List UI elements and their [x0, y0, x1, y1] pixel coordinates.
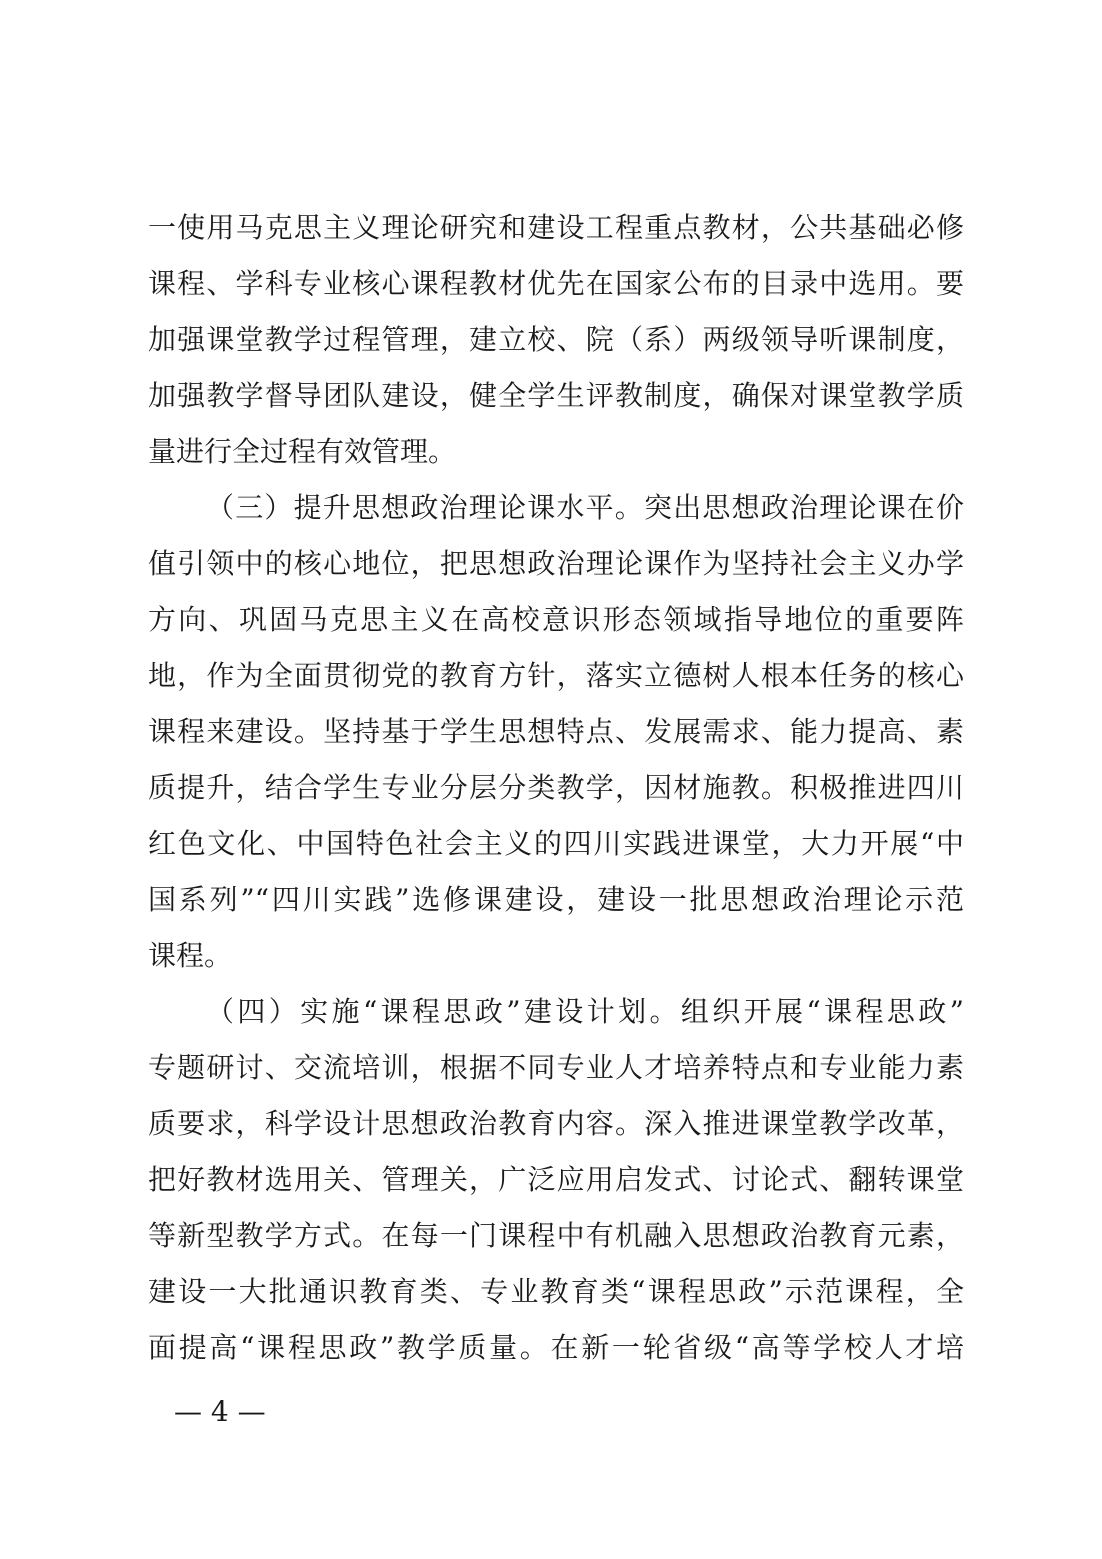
text-line: 课程。	[148, 939, 233, 972]
text-line: 课程来建设。坚持基于学生思想特点、发展需求、能力提高、素	[148, 715, 964, 748]
text-line-heading: （四）实施“课程思政”建设计划。组织开展“课程思政”	[206, 995, 964, 1028]
text-line: 国系列”“四川实践”选修课建设，建设一批思想政治理论示范	[148, 883, 964, 916]
text-line: 地，作为全面贯彻党的教育方针，落实立德树人根本任务的核心	[148, 659, 964, 692]
text-line: 加强教学督导团队建设，健全学生评教制度，确保对课堂教学质	[148, 379, 964, 412]
paragraph-section-three	[148, 480, 964, 984]
text-line: 专题研讨、交流培训，根据不同专业人才培养特点和专业能力素	[148, 1051, 964, 1084]
paragraph-section-four	[148, 984, 964, 1376]
text-line: 面提高“课程思政”教学质量。在新一轮省级“高等学校人才培	[148, 1331, 964, 1364]
text-line: 方向、巩固马克思主义在高校意识形态领域指导地位的重要阵	[148, 603, 964, 636]
text-line: 建设一大批通识教育类、专业教育类“课程思政”示范课程，全	[148, 1275, 964, 1308]
text-line: 量进行全过程有效管理。	[148, 435, 457, 468]
text-line: 把好教材选用关、管理关，广泛应用启发式、讨论式、翻转课堂	[148, 1163, 964, 1196]
text-line: 等新型教学方式。在每一门课程中有机融入思想政治教育元素，	[148, 1219, 964, 1252]
body-text	[148, 200, 964, 1376]
text-line: 质要求，科学设计思想政治教育内容。深入推进课堂教学改革，	[148, 1107, 964, 1140]
text-line: 一使用马克思主义理论研究和建设工程重点教材，公共基础必修	[148, 211, 964, 244]
text-line: 加强课堂教学过程管理，建立校、院（系）两级领导听课制度，	[148, 323, 964, 356]
paragraph-continuation	[148, 200, 964, 480]
page-number: — 4 —	[174, 1395, 266, 1428]
text-line-heading: （三）提升思想政治理论课水平。突出思想政治理论课在价	[206, 491, 964, 524]
text-line: 值引领中的核心地位，把思想政治理论课作为坚持社会主义办学	[148, 547, 964, 580]
text-line: 质提升，结合学生专业分层分类教学，因材施教。积极推进四川	[148, 771, 964, 804]
text-line: 课程、学科专业核心课程教材优先在国家公布的目录中选用。要	[148, 267, 964, 300]
text-line: 红色文化、中国特色社会主义的四川实践进课堂，大力开展“中	[148, 827, 964, 860]
